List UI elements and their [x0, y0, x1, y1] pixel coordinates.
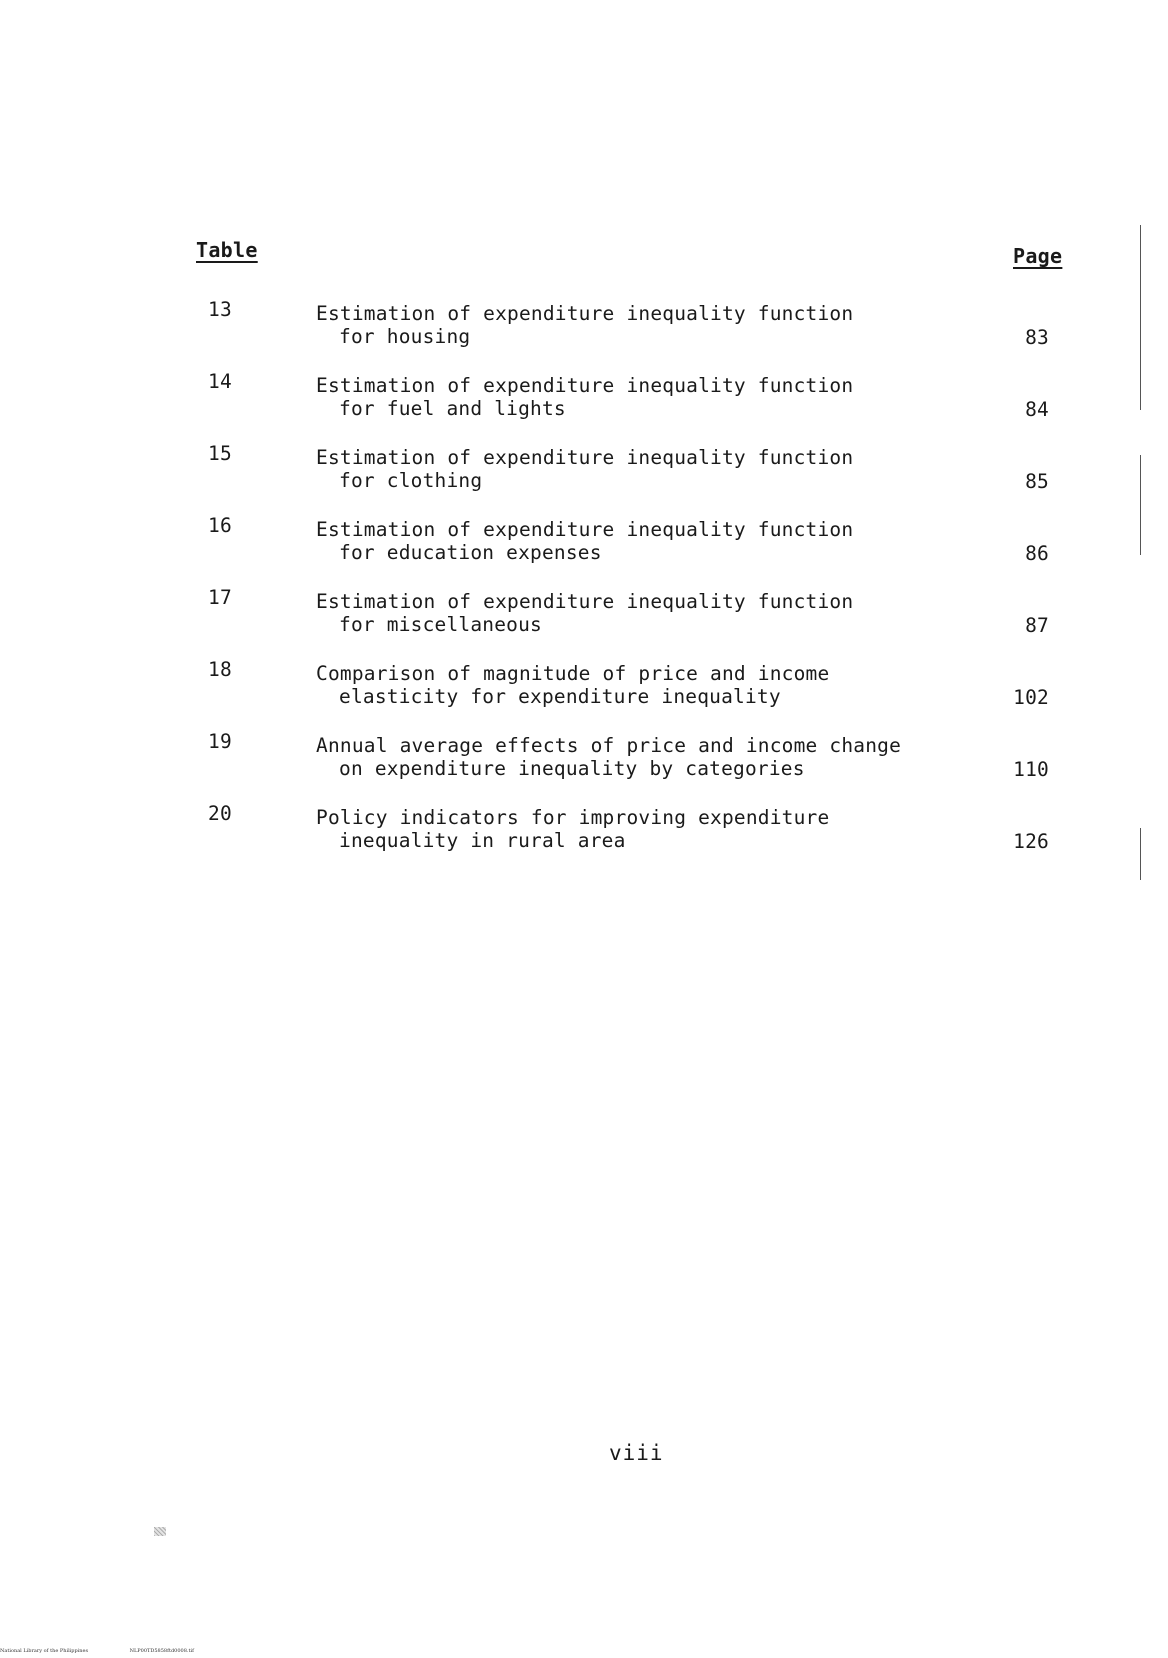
table-title-line1: Policy indicators for improving expenditure — [316, 806, 830, 829]
table-number: 16 — [208, 514, 232, 537]
table-title-line2: for miscellaneous — [339, 613, 542, 636]
table-title-line1: Estimation of expenditure inequality function — [316, 446, 854, 469]
page-number: 83 — [1025, 326, 1049, 349]
table-title-line1: Estimation of expenditure inequality function — [316, 374, 854, 397]
table-title-line2: for education expenses — [339, 541, 602, 564]
page-number: 84 — [1025, 398, 1049, 421]
list-of-tables — [0, 298, 1168, 874]
table-number: 14 — [208, 370, 232, 393]
table-title-line1: Estimation of expenditure inequality function — [316, 518, 854, 541]
table-entry — [0, 802, 1168, 874]
table-number: 13 — [208, 298, 232, 321]
scan-margin-line — [1140, 225, 1141, 410]
table-entry — [0, 658, 1168, 730]
page-number: 85 — [1025, 470, 1049, 493]
page-number: 86 — [1025, 542, 1049, 565]
table-title-line1: Annual average effects of price and income change — [316, 734, 902, 757]
table-entry — [0, 298, 1168, 370]
table-title-line2: for fuel and lights — [339, 397, 566, 420]
table-number: 20 — [208, 802, 232, 825]
table-title-line1: Estimation of expenditure inequality function — [316, 302, 854, 325]
table-column-header: Table — [196, 238, 258, 262]
table-entry — [0, 370, 1168, 442]
table-title-line2: on expenditure inequality by categories — [339, 757, 805, 780]
table-entry — [0, 586, 1168, 658]
table-title-line1: Estimation of expenditure inequality function — [316, 590, 854, 613]
table-number: 15 — [208, 442, 232, 465]
table-number: 18 — [208, 658, 232, 681]
scan-margin-line — [1140, 455, 1141, 555]
table-entry — [0, 442, 1168, 514]
page-number: 87 — [1025, 614, 1049, 637]
scan-margin-line — [1140, 828, 1141, 880]
page-number: 126 — [1013, 830, 1049, 853]
scan-speck — [154, 1527, 166, 1536]
table-title-line2: for clothing — [339, 469, 483, 492]
table-number: 19 — [208, 730, 232, 753]
table-title-line2: for housing — [339, 325, 471, 348]
scan-footer — [0, 1648, 234, 1654]
table-title-line1: Comparison of magnitude of price and income — [316, 662, 830, 685]
footer-file: NLP00TD5858ftd0008.tif — [129, 1648, 194, 1654]
page-number: 102 — [1013, 686, 1049, 709]
table-number: 17 — [208, 586, 232, 609]
table-entry — [0, 730, 1168, 802]
page-column-header: Page — [1013, 244, 1063, 268]
table-title-line2: elasticity for expenditure inequality — [339, 685, 781, 708]
table-entry — [0, 514, 1168, 586]
page-folio: viii — [609, 1441, 664, 1465]
page-number: 110 — [1013, 758, 1049, 781]
footer-library: National Library of the Philippines — [0, 1648, 89, 1654]
table-title-line2: inequality in rural area — [339, 829, 626, 852]
